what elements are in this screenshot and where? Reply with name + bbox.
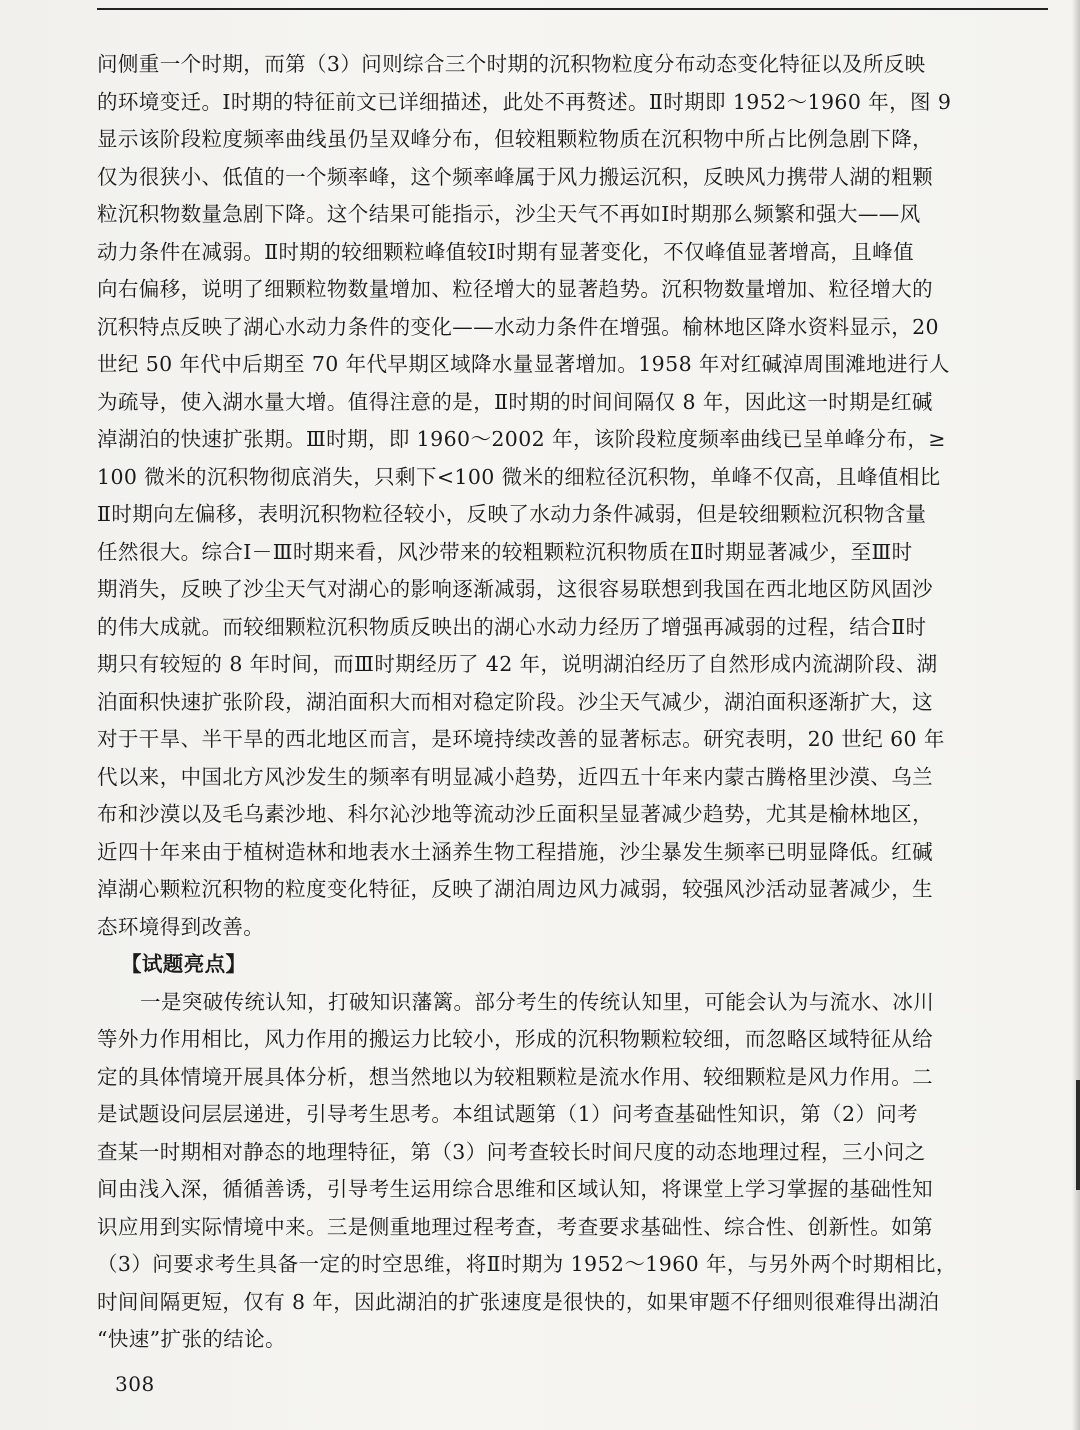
text-line: 查某一时期相对静态的地理特征，第（3）问考查较长时间尺度的动态地理过程，三小问之 [97, 1139, 926, 1164]
text-line: 淖湖泊的快速扩张期。Ⅲ时期，即 1960～2002 年，该阶段粒度频率曲线已呈单峰分布，≥ [97, 427, 946, 451]
page-edge-shadow [1072, 0, 1080, 1430]
text-line: “快速”扩张的结论。 [97, 1327, 286, 1351]
text-line: 向右偏移，说明了细颗粒物数量增加、粒径增大的显著趋势。沉积物数量增加、粒径增大的 [97, 277, 933, 301]
text-line: 沉积特点反映了湖心水动力条件的变化——水动力条件在增强。榆林地区降水资料显示，20 [97, 314, 939, 339]
text-line: 显示该阶段粒度频率曲线虽仍呈双峰分布，但较粗颗粒物质在沉积物中所占比例急剧下降， [97, 127, 933, 151]
text-line: 期只有较短的 8 年时间，而Ⅲ时期经历了 42 年，说明湖泊经历了自然形成内流湖阶段、湖 [97, 652, 938, 676]
paragraph-analysis [97, 46, 1037, 946]
text-line: 一是突破传统认知，打破知识藩篱。部分考生的传统认知里，可能会认为与流水、冰川 [140, 989, 935, 1014]
text-line: 的环境变迁。Ⅰ时期的特征前文已详细描述，此处不再赘述。Ⅱ时期即 1952～1960 年，图 9 [97, 89, 952, 114]
text-line: 布和沙漠以及毛乌素沙地、科尔沁沙地等流动沙丘面积呈显著减少趋势，尤其是榆林地区， [97, 802, 933, 826]
text-line: 对于干旱、半干旱的西北地区而言，是环境持续改善的显著标志。研究表明，20 世纪 60 年 [97, 727, 945, 751]
text-line: 等外力作用相比，风力作用的搬运力比较小，形成的沉积物颗粒较细，而忽略区域特征从给 [97, 1027, 933, 1051]
paragraph-highlights [97, 984, 1037, 1359]
text-line: （3）问要求考生具备一定的时空思维，将Ⅱ时期为 1952～1960 年，与另外两个时期相比， [97, 1252, 957, 1276]
text-line: 近四十年来由于植树造林和地表水土涵养生物工程措施，沙尘暴发生频率已明显降低。红碱 [97, 839, 933, 864]
text-line: 期消失，反映了沙尘天气对湖心的影响逐渐减弱，这很容易联想到我国在西北地区防风固沙 [97, 577, 933, 601]
text-line: 淖湖心颗粒沉积物的粒度变化特征，反映了湖泊周边风力减弱，较强风沙活动显著减少，生 [97, 877, 933, 901]
text-line: 为疏导，使入湖水量大增。值得注意的是，Ⅱ时期的时间间隔仅 8 年，因此这一时期是红碱 [97, 389, 933, 414]
text-line: 任然很大。综合Ⅰ－Ⅲ时期来看，风沙带来的较粗颗粒沉积物质在Ⅱ时期显著减少，至Ⅲ时 [97, 539, 913, 564]
section-heading: 【试题亮点】 [121, 952, 247, 976]
body-text [97, 46, 1037, 1359]
text-line: Ⅱ时期向左偏移，表明沉积物粒径较小，反映了水动力条件减弱，但是较细颗粒沉积物含量 [97, 502, 927, 526]
page-number: 308 [115, 1372, 155, 1396]
text-line: 态环境得到改善。 [97, 914, 265, 939]
text-line: 泊面积快速扩张阶段，湖泊面积大而相对稳定阶段。沙尘天气减少，湖泊面积逐渐扩大，这 [97, 689, 933, 714]
text-line: 识应用到实际情境中来。三是侧重地理过程考查，考查要求基础性、综合性、创新性。如第 [97, 1214, 933, 1239]
text-line: 定的具体情境开展具体分析，想当然地以为较粗颗粒是流水作用、较细颗粒是风力作用。二 [97, 1064, 933, 1089]
text-line: 是试题设问层层递进，引导考生思考。本组试题第（1）问考查基础性知识，第（2）问考 [97, 1102, 919, 1126]
page-edge-mark [1076, 1080, 1080, 1190]
text-line: 时间间隔更短，仅有 8 年，因此湖泊的扩张速度是很快的，如果审题不仔细则很难得出湖泊 [97, 1289, 940, 1314]
text-line: 100 微米的沉积物彻底消失，只剩下<100 微米的细粒径沉积物，单峰不仅高，且峰值相比 [97, 464, 941, 489]
text-line: 动力条件在减弱。Ⅱ时期的较细颗粒峰值较Ⅰ时期有显著变化，不仅峰值显著增高，且峰值 [97, 239, 915, 264]
text-line: 粒沉积物数量急剧下降。这个结果可能指示，沙尘天气不再如Ⅰ时期那么频繁和强大——风 [97, 202, 921, 226]
text-line: 代以来，中国北方风沙发生的频率有明显减小趋势，近四五十年来内蒙古腾格里沙漠、乌兰 [97, 764, 933, 789]
header-rule [97, 8, 1048, 10]
text-line: 世纪 50 年代中后期至 70 年代早期区域降水量显著增加。1958 年对红碱淖周围滩地进行人 [97, 352, 950, 376]
text-line: 仅为很狭小、低值的一个频率峰，这个频率峰属于风力搬运沉积，反映风力携带人湖的粗颗 [97, 164, 933, 189]
text-line: 的伟大成就。而较细颗粒沉积物质反映出的湖心水动力经历了增强再减弱的过程，结合Ⅱ时 [97, 614, 927, 639]
text-line: 间由浅入深，循循善诱，引导考生运用综合思维和区域认知，将课堂上学习掌握的基础性知 [97, 1177, 933, 1201]
text-line: 问侧重一个时期，而第（3）问则综合三个时期的沉积物粒度分布动态变化特征以及所反映 [97, 52, 926, 76]
